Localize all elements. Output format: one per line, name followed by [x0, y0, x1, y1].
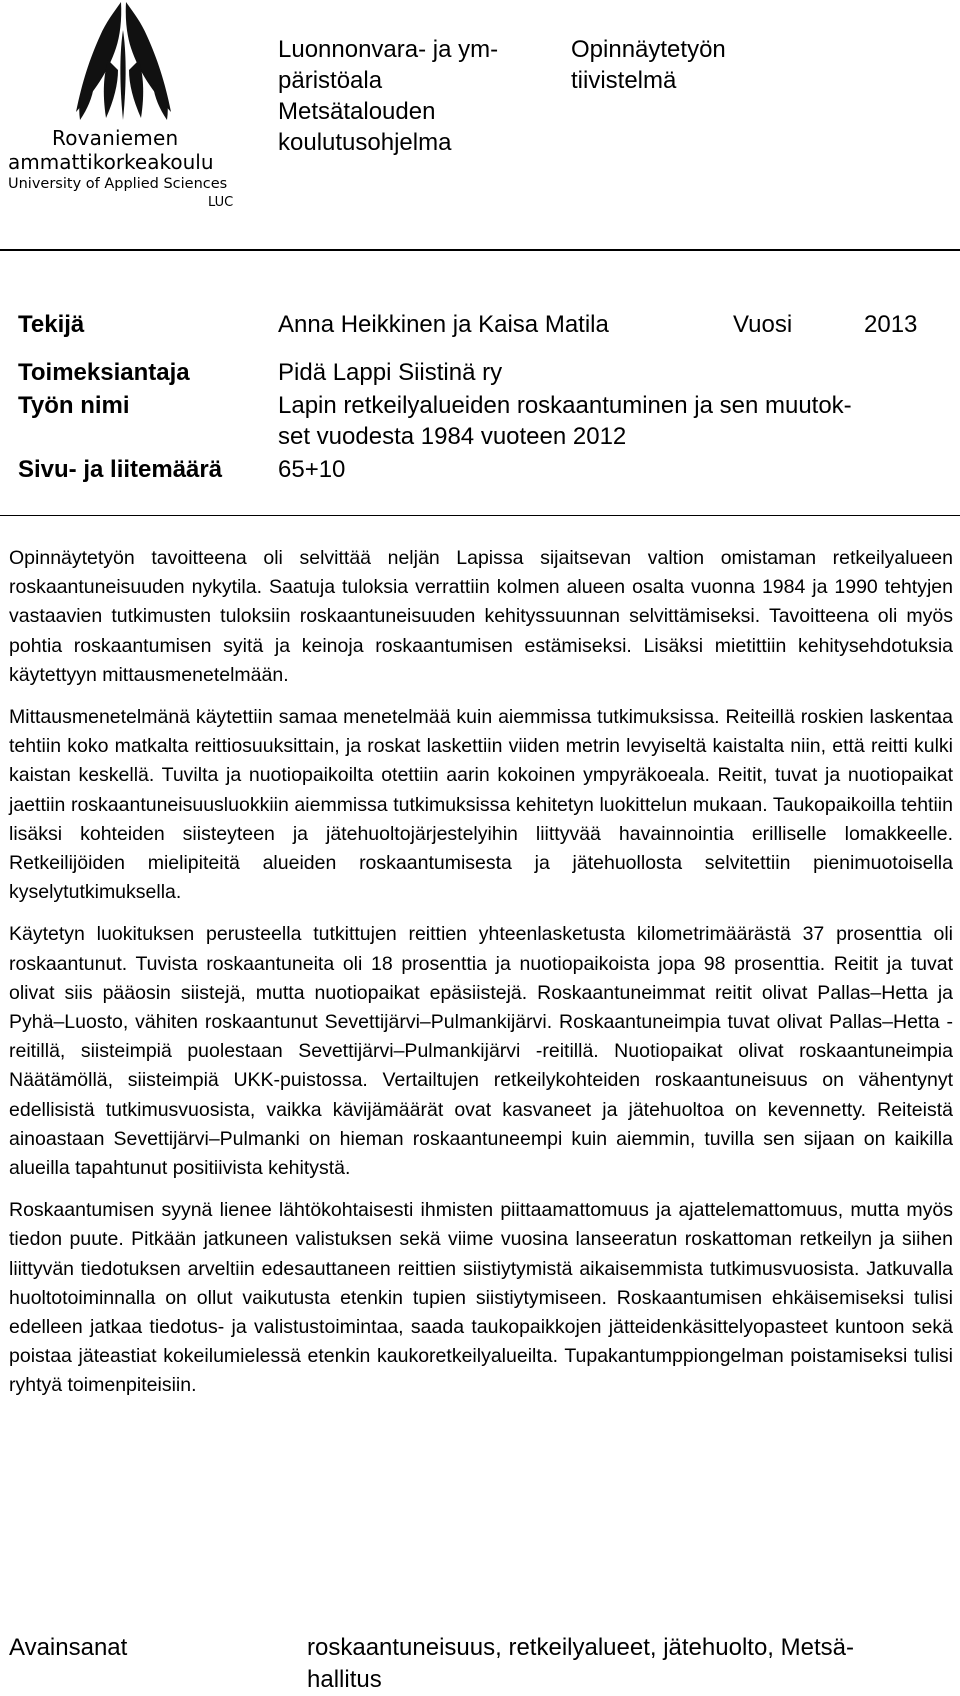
- pages-label: Sivu- ja liitemäärä: [18, 456, 223, 483]
- field-and-program: [278, 34, 548, 158]
- logo-line-4: LUC: [208, 195, 234, 210]
- meta-divider: [0, 515, 960, 516]
- title-value-line-1: Lapin retkeilyalueiden roskaantuminen ja sen muutok-: [278, 392, 852, 419]
- logo-line-1: Rovaniemen: [52, 126, 179, 150]
- doc-type-line-2: tiivistelmä: [571, 67, 677, 94]
- field-line-1: Luonnonvara- ja ym-: [278, 36, 499, 63]
- title-value-line-2: set vuodesta 1984 vuoteen 2012: [278, 423, 627, 450]
- field-line-2: päristöala: [278, 67, 383, 94]
- program-line-2: koulutusohjelma: [278, 129, 452, 156]
- commissioner-label: Toimeksiantaja: [18, 359, 190, 386]
- logo-line-3: University of Applied Sciences: [8, 176, 228, 192]
- keywords-line-1: roskaantuneisuus, retkeilyalueet, jätehuolto, Metsä-: [307, 1634, 854, 1661]
- abstract-paragraph-4: Roskaantumisen syynä lienee lähtökohtaisesti ihmisten piittaamattomuus ja ajattelemattomuus, mutta myös tiedon puute. Pitkään jatkuneen valistuksen sekä viime vuosina lanseeratun roskattoman retkeilyn ja siihen liittyvän tiedotuksen arveltiin edesauttaneen reittien siistiytymistä aikaisemmista tutkimusvuosista. Jatkuvalla huoltotoiminnalla on ollut vaikutusta etenkin tupien siistiytymiseen. Roskaantumisen ehkäisemiseksi tulisi edelleen jatkaa tiedotus- ja valistustoimintaa, saada taukopaikkojen jätteidenkäsittelyopasteet kuntoon sekä poistaa jäteastiat kokeilumielessä etenkin kaukoretkeilyalueilta. Tupakantumppiongelman poistamiseksi tulisi ryhtyä toimenpiteisiin.: [9, 1199, 953, 1397]
- author-label: Tekijä: [18, 311, 85, 338]
- flame-emblem-icon: [64, 0, 184, 122]
- abstract-body: [9, 544, 953, 1414]
- year-label: Vuosi: [733, 311, 793, 338]
- title-label: Työn nimi: [18, 392, 130, 419]
- university-logo: [8, 0, 240, 225]
- keywords-line-2: hallitus: [307, 1666, 382, 1693]
- keywords-label: Avainsanat: [9, 1634, 128, 1661]
- author-value: Anna Heikkinen ja Kaisa Matila: [278, 311, 609, 338]
- document-type: [571, 34, 771, 96]
- year-value: 2013: [864, 311, 918, 338]
- abstract-paragraph-1: Opinnäytetyön tavoitteena oli selvittää neljän Lapissa sijaitsevan valtion omistaman retkeilyalueen roskaantuneisuuden nykytila. Saatuja tuloksia verrattiin kolmen alueen osalta vuonna 1984 ja 1990 tehtyjen vastaavien tutkimusten tuloksiin roskaantuneisuuden kehityssuunnan selvittämiseksi. Tavoitteena oli myös pohtia roskaantumisen syitä ja keinoja roskaantumisen estämiseksi. Lisäksi mietittiin kehitysehdotuksia käytettyyn mittausmenetelmään.: [9, 547, 953, 686]
- header-divider: [0, 249, 960, 251]
- abstract-paragraph-2: Mittausmenetelmänä käytettiin samaa menetelmää kuin aiemmissa tutkimuksissa. Reiteillä roskien laskentaa tehtiin koko matkalta reittiosuuksittain, ja roskat laskettiin viiden metrin levyiseltä kaistalta niin, että reitti kulki kaistan keskellä. Tuvilta ja nuotiopaikoilta otettiin aarin kokoinen ympyräkoeala. Reitit, tuvat ja nuotiopaikat jaettiin roskaantuneisuusluokkiin aiemmissa tutkimuksissa kehitetyn luokittelun mukaan. Taukopaikoilla tehtiin lisäksi kohteiden siisteyteen ja jätehuoltojärjestelyihin liittyvää havainnointia erilliselle lomakkeelle. Retkeilijöiden mielipiteitä alueiden roskaantumisesta ja jätehuollosta selvitettiin pienimuotoisella kyselytutkimuksella.: [9, 706, 953, 904]
- program-line-1: Metsätalouden: [278, 98, 436, 125]
- pages-value: 65+10: [278, 456, 346, 483]
- logo-line-2: ammattikorkeakoulu: [8, 150, 214, 174]
- abstract-paragraph-3: Käytetyn luokituksen perusteella tutkittujen reittien yhteenlasketusta kilometrimäärästä 37 prosenttia oli roskaantunut. Tuvista roskaantuneita oli 18 prosenttia ja nuotiopaikoista jopa 98 prosenttia. Reitit ja tuvat olivat siis pääosin siistejä, mutta nuotiopaikat epäsiistejä. Roskaantuneimmat reitit olivat Pallas–Hetta ja Pyhä–Luosto, vähiten roskaantunut Sevettijärvi–Pulmankijärvi. Roskaantuneimpia tuvat olivat Pallas–Hetta -reitillä, siisteimpiä puolestaan Sevettijärvi–Pulmankijärvi -reitillä. Nuotiopaikat olivat roskaantuneimpia Näätämöllä, siisteimpiä UKK-puistossa. Vertailtujen retkeilykohteiden roskaantuneisuus on vähentynyt edellisistä tutkimusvuosista, vaikka kävijämäärät ovat kasvaneet ja jätehuoltoa on kevennetty. Reiteistä ainoastaan Sevettijärvi–Pulmanki on hieman roskaantuneempi kuin aiemmin, tuvilla sen sijaan on kaikilla alueilla tapahtunut positiivista kehitystä.: [9, 923, 953, 1180]
- keywords-value: [307, 1632, 947, 1696]
- doc-type-line-1: Opinnäytetyön: [571, 36, 726, 63]
- commissioner-value: Pidä Lappi Siistinä ry: [278, 359, 503, 386]
